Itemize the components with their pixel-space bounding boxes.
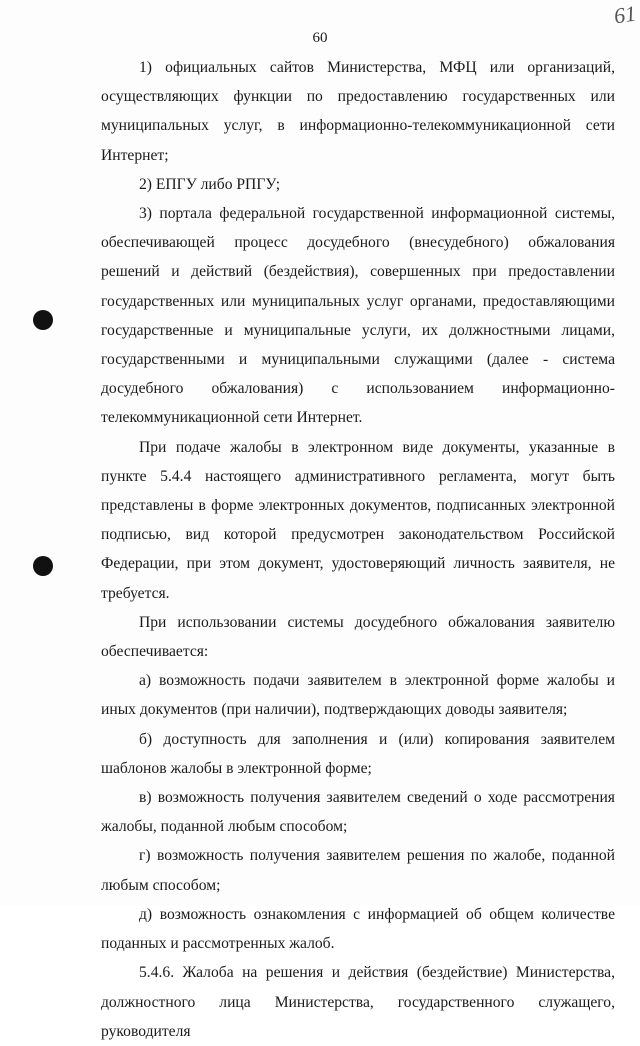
paragraph-epgu-rpgu: 2) ЕПГУ либо РПГУ; (139, 175, 281, 193)
list-item-v: в) возможность получения заявителем сведений о ходе рассмотрения жалобы, поданной любым способом; (101, 789, 615, 836)
handwritten-page-mark: 61 (612, 0, 638, 29)
binder-hole-top (33, 310, 53, 330)
page-number: 60 (312, 30, 328, 46)
binder-hole-bottom (33, 556, 53, 576)
paragraph-official-sites: 1) официальных сайтов Министерства, МФЦ или организаций, осуществляющих функции по предоставлению государственных или муниципальных услуг, в информационно-телекоммуникационной сети Интернет; (101, 59, 615, 164)
paragraph-electronic-submission: При подаче жалобы в электронном виде документы, указанные в пункте 5.4.4 настоящего административного регламента, могут быть представлены в форме электронных документов, подписанных электронной подписью, вид которой предусмотрен законодательством Российской Федерации, при этом документ, удостоверяющий личность заявителя, не требуется. (101, 438, 615, 602)
list-item-a: а) возможность подачи заявителем в электронной форме жалобы и иных документов (при наличии), подтверждающих доводы заявителя; (101, 672, 615, 719)
paragraph-federal-portal: 3) портала федеральной государственной информационной системы, обеспечивающей процесс досудебного (внесудебного) обжалования решений и действий (бездействия), совершенных при предоставлении государственных или муниципальных услуг органами, предоставляющими государственные и муниципальные услуги, их должностными лицами, государственными и муниципальными служащими (далее - система досудебного обжалования) с использованием информационно-телекоммуникационной сети Интернет. (101, 205, 615, 427)
list-item-b: б) доступность для заполнения и (или) копирования заявителем шаблонов жалобы в электронной форме; (101, 730, 615, 777)
list-item-d: д) возможность ознакомления с информацией об общем количестве поданных и рассмотренных жалоб. (101, 905, 615, 953)
paragraph-5-4-6: 5.4.6. Жалоба на решения и действия (бездействие) Министерства, должностного лица Министерства, государственного служащего, руководителя (101, 964, 615, 1040)
document-body (101, 53, 615, 1046)
list-item-g: г) возможность получения заявителем решения по жалобе, поданной любым способом; (101, 847, 615, 894)
paragraph-system-provides: При использовании системы досудебного обжалования заявителю обеспечивается: (101, 613, 615, 661)
